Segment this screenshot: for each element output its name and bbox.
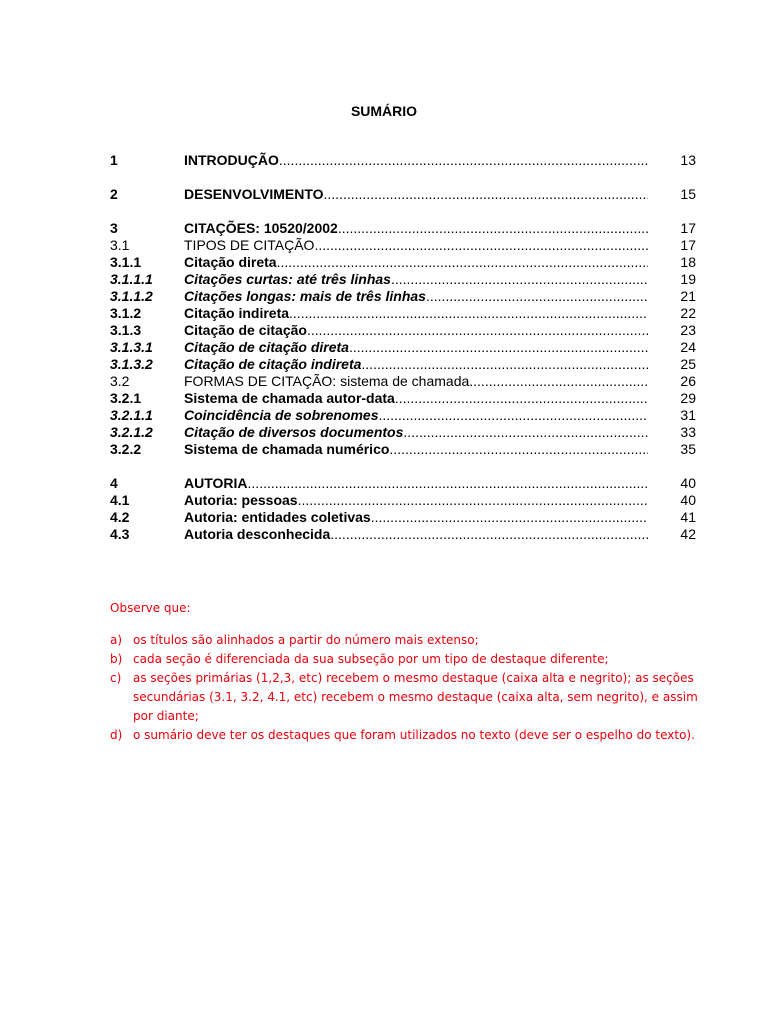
toc-entry-page: 13 (680, 152, 696, 168)
toc-entry (110, 322, 696, 339)
toc-entry-page: 40 (680, 492, 696, 508)
toc-entry-number: 3.2.2 (110, 441, 142, 457)
toc-entry-title: Citação de citação indireta ..... (184, 356, 648, 373)
toc-entry-title: Autoria: entidades coletivas ..... (184, 509, 648, 526)
notes-list (110, 631, 710, 745)
note-item-letter: b) (110, 652, 123, 666)
toc-entry-number: 4.3 (110, 526, 130, 542)
toc-entry-number: 3 (110, 220, 118, 236)
note-item-text: cada seção é diferenciada da sua subseção por um tipo de destaque diferente; (133, 652, 609, 666)
toc-entry-title: Citação direta ..... (184, 254, 648, 271)
toc-entry (110, 339, 696, 356)
toc-entry-page: 33 (680, 424, 696, 440)
toc-entry-page: 29 (680, 390, 696, 406)
toc-entry (110, 526, 696, 543)
toc-entry-title: Citações curtas: até três linhas ..... (184, 271, 648, 288)
toc-entry-number: 3.2 (110, 373, 130, 389)
toc-entry-number: 3.2.1.1 (110, 407, 153, 423)
toc-entry-title: CITAÇÕES: 10520/2002 ..... (184, 220, 648, 237)
note-item (110, 726, 710, 745)
toc-entry-page: 31 (680, 407, 696, 423)
toc-entry-page: 35 (680, 441, 696, 457)
toc-entry-title: Autoria: pessoas ..... (184, 492, 648, 509)
toc-entry-title: Autoria desconhecida ..... (184, 526, 648, 543)
toc-entry-page: 15 (680, 186, 696, 202)
toc-entry-page: 19 (680, 271, 696, 287)
toc-entry-page: 25 (680, 356, 696, 372)
toc-entry (110, 475, 696, 492)
note-item-letter: d) (110, 728, 123, 742)
toc-entry-number: 3.1.3 (110, 322, 142, 338)
toc-entry-number: 3.1 (110, 237, 130, 253)
toc-entry-title: Sistema de chamada numérico ..... (184, 441, 648, 458)
toc-entry-number: 3.1.3.1 (110, 339, 153, 355)
toc-entry-number: 1 (110, 152, 118, 168)
toc-entry-page: 17 (680, 237, 696, 253)
toc-entry-title: INTRODUÇÃO ..... (184, 152, 648, 169)
note-item (110, 650, 710, 669)
toc-entry-title: Citação de diversos documentos ..... (184, 424, 648, 441)
toc-entry-page: 18 (680, 254, 696, 270)
toc-entry-title: DESENVOLVIMENTO ..... (184, 186, 648, 203)
toc-entry-number: 4.2 (110, 509, 130, 525)
toc-entry-title: Citação de citação direta ..... (184, 339, 648, 356)
note-item-letter: c) (110, 671, 122, 685)
note-item-text: as seções primárias (1,2,3, etc) recebem o mesmo destaque (caixa alta e negrito); as seções secundárias (3.1, 3.2, 4.1, etc) recebem o mesmo destaque (caixa alta, sem negrito), e assim por diante; (133, 671, 698, 723)
toc-entry-number: 4.1 (110, 492, 130, 508)
toc-entry-number: 3.1.1 (110, 254, 142, 270)
toc-entry-title: Citação indireta ..... (184, 305, 648, 322)
toc-entry (110, 288, 696, 305)
toc-entry-page: 42 (680, 526, 696, 542)
note-item-text: os títulos são alinhados a partir do número mais extenso; (133, 633, 479, 647)
toc-entry (110, 254, 696, 271)
toc-entry (110, 492, 696, 509)
toc-entry-title: Citação de citação ..... (184, 322, 648, 339)
toc-entry (110, 424, 696, 441)
toc-entry-page: 22 (680, 305, 696, 321)
toc-entry-page: 23 (680, 322, 696, 338)
toc-entry-number: 3.1.3.2 (110, 356, 153, 372)
note-item (110, 631, 710, 650)
toc-entry (110, 152, 696, 169)
toc-entry (110, 373, 696, 390)
toc-entry (110, 509, 696, 526)
note-item (110, 669, 710, 726)
toc-entry-page: 17 (680, 220, 696, 236)
toc-entry-title: Coincidência de sobrenomes ..... (184, 407, 648, 424)
toc-entry-page: 21 (680, 288, 696, 304)
toc-entry (110, 237, 696, 254)
toc-entry (110, 305, 696, 322)
toc-entry-number: 4 (110, 475, 118, 491)
toc-entry-page: 26 (680, 373, 696, 389)
toc-entry-number: 3.1.2 (110, 305, 142, 321)
toc-entry-number: 3.2.1 (110, 390, 142, 406)
toc-entry-title: Citações longas: mais de três linhas ..... (184, 288, 648, 305)
toc-entry (110, 186, 696, 203)
notes-section (110, 598, 710, 745)
toc-entry (110, 441, 696, 458)
note-item-letter: a) (110, 633, 123, 647)
toc-entry-title: Sistema de chamada autor-data ..... (184, 390, 648, 407)
toc-entry-title: AUTORIA ..... (184, 475, 648, 492)
toc-entry (110, 407, 696, 424)
toc-entry-title: FORMAS DE CITAÇÃO: sistema de chamada ..... (184, 373, 648, 390)
notes-intro: Observe que: (110, 601, 191, 615)
toc-entry-number: 2 (110, 186, 118, 202)
toc-entry-page: 41 (680, 509, 696, 525)
toc-entry (110, 390, 696, 407)
page-title: SUMÁRIO (350, 103, 418, 119)
toc-entry (110, 271, 696, 288)
toc-entry-number: 3.1.1.1 (110, 271, 153, 287)
toc-entry (110, 356, 696, 373)
toc-entry (110, 220, 696, 237)
toc-entry-number: 3.2.1.2 (110, 424, 153, 440)
toc-entry-title: TIPOS DE CITAÇÃO ..... (184, 237, 648, 254)
toc-entry-page: 24 (680, 339, 696, 355)
note-item-text: o sumário deve ter os destaques que foram utilizados no texto (deve ser o espelho do texto). (133, 728, 695, 742)
toc-entry-page: 40 (680, 475, 696, 491)
toc-entry-number: 3.1.1.2 (110, 288, 153, 304)
table-of-contents (110, 152, 696, 543)
